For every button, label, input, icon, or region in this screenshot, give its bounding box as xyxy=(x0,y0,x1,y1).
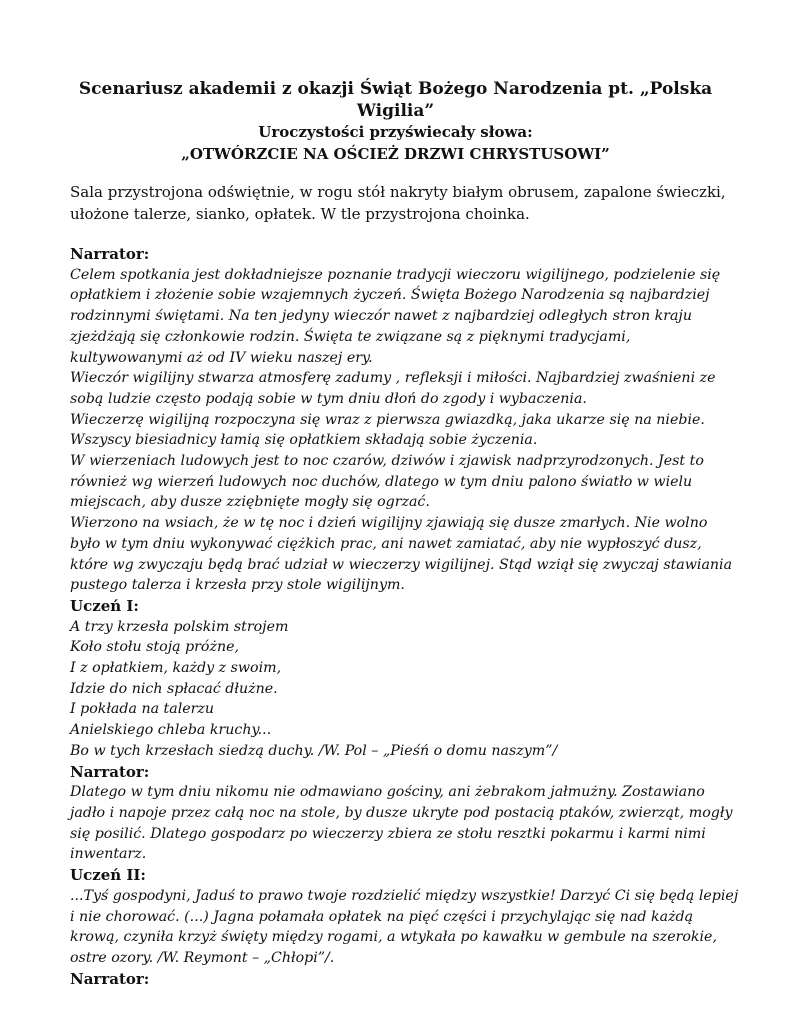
poem-line: Koło stołu stoją próżne, xyxy=(70,639,239,656)
speaker-narrator-2: Narrator: xyxy=(70,762,150,781)
narrator-1-paragraph-2: Wieczór wigilijny stwarza atmosferę zadumy , refleksji i miłości. Najbardziej zwaśnieni ze sobą ludzie często podają sobie w tym dniu dłoń do zgody i wybaczenia. xyxy=(70,370,716,407)
motto-block xyxy=(40,121,751,165)
script-body xyxy=(70,244,740,989)
poem-line: Anielskiego chleba kruchy... xyxy=(70,722,272,739)
poem-line: Bo w tych krzesłach siedzą duchy. /W. Pol – „Pieśń o domu naszym”/ xyxy=(70,742,558,759)
narrator-2-paragraph: Dlatego w tym dniu nikomu nie odmawiano gościny, ani żebrakom jałmużny. Zostawiano jadło i napoje przez całą noc na stole, by dusze ukryte pod postacią ptaków, zwierząt, mogły się posilić. Dlatego gospodarz po wieczerzy zbiera ze stołu resztki pokarmu i karmi nimi inwentarz. xyxy=(70,784,733,863)
poem-line: A trzy krzesła polskim strojem xyxy=(70,618,289,635)
narrator-1-paragraph-1: Celem spotkania jest dokładniejsze poznanie tradycji wieczoru wigilijnego, podzielenie się opłatkiem i złożenie sobie wzajemnych życzeń. Święta Bożego Narodzenia są najbardziej rodzinnymi świętami. Na ten jedyny wieczór nawet z najbardziej odległych stron kraju zjeżdżają się członkowie rodzin. Święta te związane są z pięknymi tradycjami, kultywowanymi aż od IV wieku naszej ery. xyxy=(70,266,721,366)
narrator-1-paragraph-4: W wierzeniach ludowych jest to noc czarów, dziwów i zjawisk nadprzyrodzonych. Jest to również wg wierzeń ludowych noc duchów, dlatego w tym dniu palono światło w wielu miejscach, aby dusze zziębnięte mogły się ogrzać. xyxy=(70,453,704,511)
motto-intro: Uroczystości przyświecały słowa: xyxy=(258,123,533,141)
poem-line: I pokłada na talerzu xyxy=(70,701,215,718)
speaker-narrator-1: Narrator: xyxy=(70,245,150,263)
narrator-1-paragraph-5: Wierzono na wsiach, że w tę noc i dzień wigilijny zjawiają się dusze zmarłych. Nie wolno było w tym dniu wykonywać ciężkich prac, ani nawet zamiatać, aby nie wypłoszyć dusz, które wg zwyczaju będą brać udział w wieczerzy wigilijnej. Stąd wziął się zwyczaj stawiania pustego talerza i krzesła przy stole wigilijnym. xyxy=(70,515,733,594)
student-2-quote: ...Tyś gospodyni, Jaduś to prawo twoje rozdzielić między wszystkie! Darzyć Ci się będą lepiej i nie chorować. (...) Jagna połamała opłatek na pięć części i przychylając się nad każdą krową, czyniła krzyż święty między rogami, a wtykała po kawałku w gembule na szerokie, ostre ozory. /W. Reymont – „Chłopi”/. xyxy=(70,887,739,966)
poem-line: Idzie do nich spłacać dłużne. xyxy=(70,680,278,697)
stage-directions: Sala przystrojona odświętnie, w rogu stół nakryty białym obrusem, zapalone świeczki, ułożone talerze, sianko, opłatek. W tle przystrojona choinka. xyxy=(70,183,726,223)
document-title: Scenariusz akademii z okazji Świąt Bożego Narodzenia pt. „Polska Wigilia” xyxy=(78,79,713,121)
speaker-narrator-3: Narrator: xyxy=(70,969,150,988)
poem-line: I z opłatkiem, każdy z swoim, xyxy=(70,660,282,677)
narrator-1-paragraph-3: Wieczerzę wigilijną rozpoczyna się wraz z pierwsza gwiazdką, jaka ukarze się na niebie. Wszyscy biesiadnicy łamią się opłatkiem składają sobie życzenia. xyxy=(70,411,705,449)
motto-quote: „OTWÓRZCIE NA OŚCIEŻ DRZWI CHRYSTUSOWI” xyxy=(181,145,610,163)
speaker-student-1: Uczeń I: xyxy=(70,596,139,615)
speaker-student-2: Uczeń II: xyxy=(70,866,146,885)
